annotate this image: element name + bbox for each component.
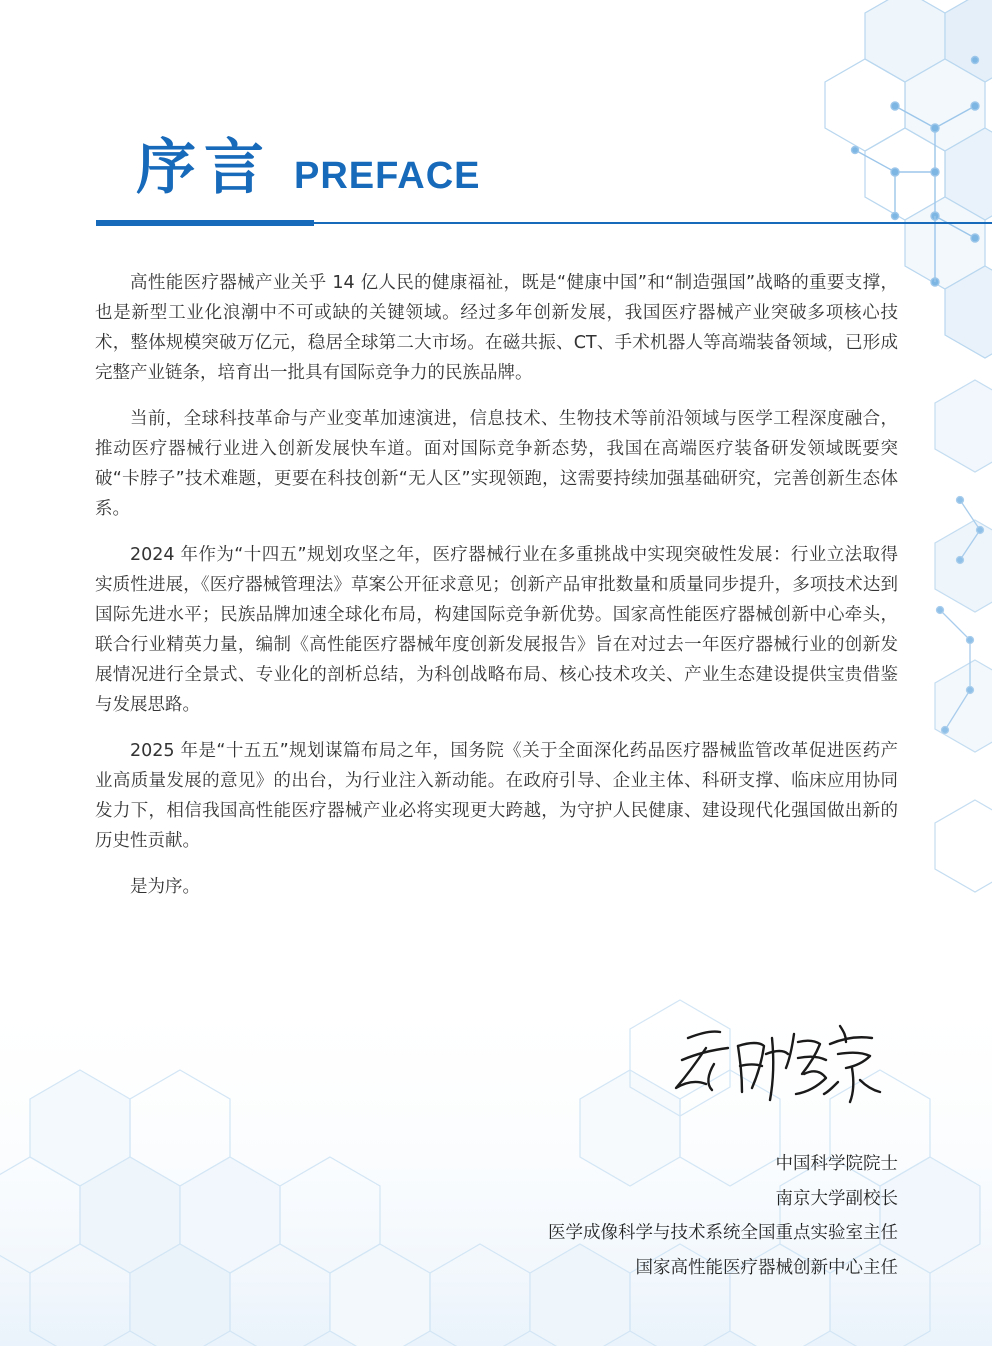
title-english: PREFACE [294,155,481,197]
paragraph: 2025 年是“十五五”规划谋篇布局之年，国务院《关于全面深化药品医疗器械监管改革促进医药产业高质量发展的意见》的出台，为行业注入新动能。在政府引导、企业主体、科研支撑、临床应用协同发力下，相信我国高性能医疗器械产业必将实现更大跨越，为守护人民健康、建设现代化强国做出新的历史性贡献。 [95,741,898,851]
paragraph: 高性能医疗器械产业关乎 14 亿人民的健康福祉，既是“健康中国”和“制造强国”战略的重要支撑，也是新型工业化浪潮中不可或缺的关键领域。经过多年创新发展，我国医疗器械产业突破多项核心技术，整体规模突破万亿元，稳居全球第二大市场。在磁共振、CT、手术机器人等高端装备领域，已形成完整产业链条，培育出一批具有国际竞争力的民族品牌。 [95,273,898,383]
title-chinese: 序言 [136,133,272,203]
paragraph: 当前，全球科技革命与产业变革加速演进，信息技术、生物技术等前沿领域与医学工程深度融合，推动医疗器械行业进入创新发展快车道。面对国际竞争新态势，我国在高端医疗装备研发领域既要突破“卡脖子”技术难题，更要在科技创新“无人区”实现领跑，这需要持续加强基础研究，完善创新生态体系。 [95,409,898,519]
paragraph: 2024 年作为“十四五”规划攻坚之年，医疗器械行业在多重挑战中实现突破性发展：行业立法取得实质性进展，《医疗器械管理法》草案公开征求意见；创新产品审批数量和质量同步提升，多项技术达到国际先进水平；民族品牌加速全球化布局，构建国际竞争新优势。国家高性能医疗器械创新中心牵头，联合行业精英力量，编制《高性能医疗器械年度创新发展报告》旨在对过去一年医疗器械行业的创新发展情况进行全景式、专业化的剖析总结，为科创战略布局、核心技术攻关、产业生态建设提供宝贵借鉴与发展思路。 [95,545,898,715]
title-divider-accent [96,220,314,226]
credential-line: 国家高性能医疗器械创新中心主任 [635,1257,898,1278]
author-credentials [548,1147,898,1285]
page-title [136,132,480,204]
credential-line: 中国科学院院士 [775,1154,898,1174]
credential-line: 医学成像科学与技术系统全国重点实验室主任 [548,1223,898,1243]
handwritten-signature [668,1008,888,1108]
credential-line: 南京大学副校长 [775,1188,898,1209]
paragraph: 是为序。 [130,877,200,897]
preface-body [95,268,898,918]
